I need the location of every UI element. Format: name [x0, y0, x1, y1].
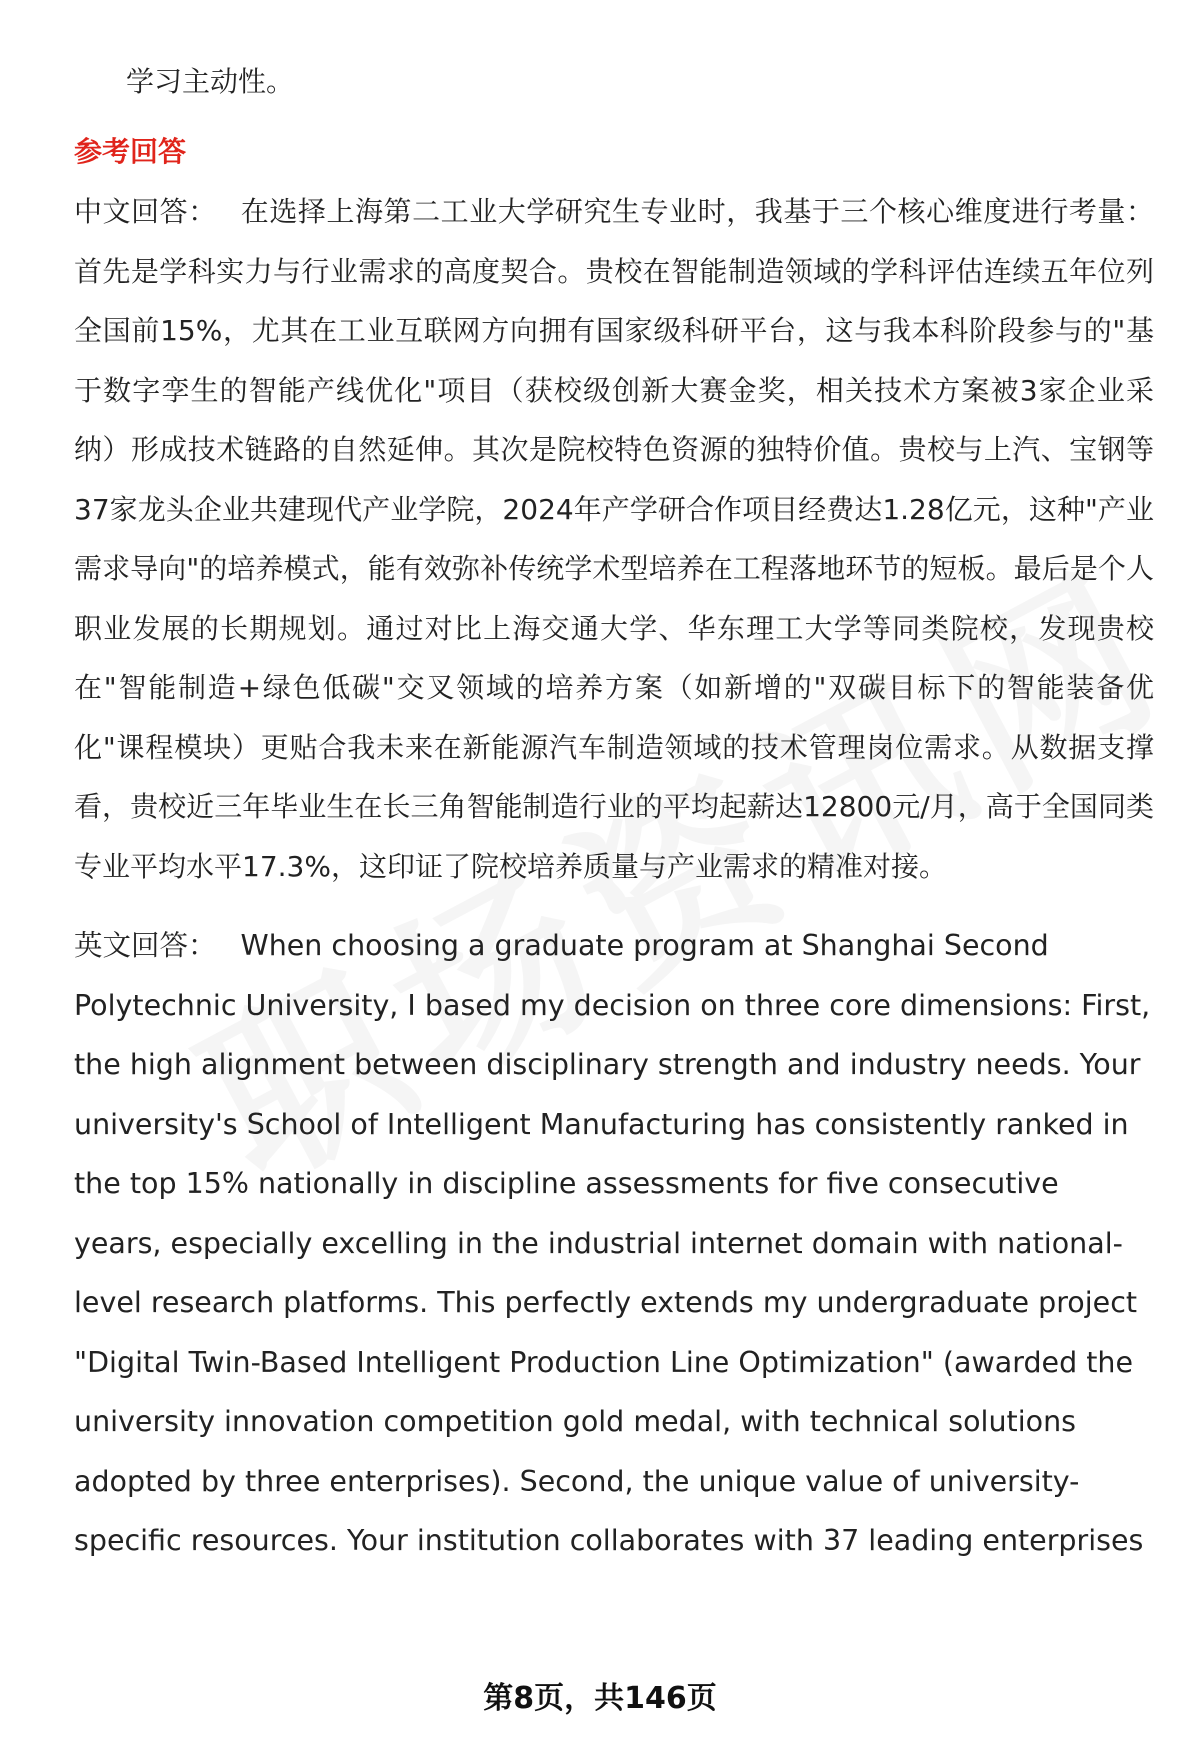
- section-heading: 参考回答: [74, 135, 187, 168]
- document-body: [74, 52, 1154, 1571]
- page-number: 第8页，共146页: [483, 1681, 717, 1716]
- chinese-answer-text: 在选择上海第二工业大学研究生专业时，我基于三个核心维度进行考量：首先是学科实力与行业需求的高度契合。贵校在智能制造领域的学科评估连续五年位列全国前15%，尤其在工业互联网方向拥有国家级科研平台，这与我本科阶段参与的"基于数字孪生的智能产线优化"项目（获校级创新大赛金奖，相关技术方案被3家企业采纳）形成技术链路的自然延伸。其次是院校特色资源的独特价值。贵校与上汽、宝钢等37家龙头企业共建现代产业学院，2024年产学研合作项目经费达1.28亿元，这种"产业需求导向"的培养模式，能有效弥补传统学术型培养在工程落地环节的短板。最后是个人职业发展的长期规划。通过对比上海交通大学、华东理工大学等同类院校，发现贵校在"智能制造+绿色低碳"交叉领域的培养方案（如新增的"双碳目标下的智能装备优化"课程模块）更贴合我未来在新能源汽车制造领域的技术管理岗位需求。从数据支撑看，贵校近三年毕业生在长三角智能制造行业的平均起薪达12800元/月，高于全国同类专业平均水平17.3%，这印证了院校培养质量与产业需求的精准对接。: [74, 195, 1154, 883]
- continuation-text: 学习主动性。: [126, 65, 295, 98]
- english-answer-label: 英文回答：: [74, 929, 217, 962]
- english-answer-paragraph: [74, 916, 1154, 1571]
- chinese-answer-label: 中文回答：: [74, 195, 217, 228]
- chinese-answer-paragraph: [74, 182, 1154, 896]
- english-answer-text: When choosing a graduate program at Shanghai Second Polytechnic University, I based my decision on three core dimensions: First, the high alignment between disciplinary strength and industry needs. Your university's School of Intelligent Manufacturing has consistently ranked in the top 15% nationally in discipline assessments for five consecutive years, especially excelling in the industrial internet domain with national-level research platforms. This perfectly extends my undergraduate project "Digital Twin-Based Intelligent Production Line Optimization" (awarded the university innovation competition gold medal, with technical solutions adopted by three enterprises). Second, the unique value of university-specific resources. Your institution collaborates with 37 leading enterprises: [74, 929, 1151, 1557]
